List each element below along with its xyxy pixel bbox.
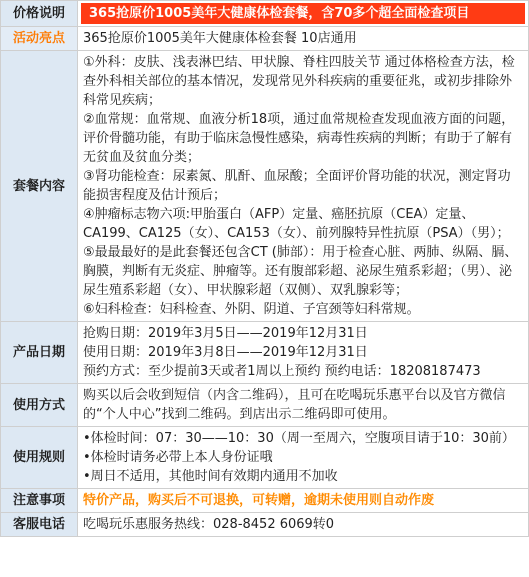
usage-label: 使用方式: [1, 384, 78, 427]
row-package: [1, 51, 529, 322]
notice-text: [78, 489, 529, 513]
service-label: 客服电话: [1, 513, 78, 537]
package-item-kidney: ③肾功能检查：尿素氮、肌酐、血尿酸；全面评价肾功能的状况，测定肾功能损害程度及估计预后；: [83, 169, 511, 203]
package-item-surgery: ①外科：皮肤、浅表淋巴结、甲状腺、脊柱四肢关节 通过体格检查方法，检查外科相关部位的基本情况，发现常见外科疾病的重要征兆，或初步排除外科常见疾病；: [83, 55, 515, 108]
dates-content: [78, 322, 529, 384]
rule-sunday: •周日不适用，其他时间有效期内通用不加收: [83, 469, 338, 484]
row-rules: [1, 427, 529, 489]
rules-label: 使用规则: [1, 427, 78, 489]
highlight-label: 活动亮点: [1, 27, 78, 51]
package-item-gynecology: ⑥妇科检查：妇科检查、外阴、阴道、子宫颈等妇科常规。: [83, 302, 420, 317]
dates-label: 产品日期: [1, 322, 78, 384]
package-item-tumor: ④肿瘤标志物六项:甲胎蛋白（AFP）定量、癌胚抗原（CEA）定量、CA199、CA125（女）、CA153（女）、前列腺特异性抗原（PSA）（男）；: [83, 207, 510, 241]
rule-time: •体检时间：07：30——10：30（周一至周六，空腹项目请于10：30前）: [83, 431, 515, 446]
package-item-blood: ②血常规：血常规、血液分析18项，通过血常规检查发现血液方面的问题，评价骨髓功能，有助于临床急慢性感染，病毒性疾病的判断；有助于了解有无贫血及贫血分类；: [83, 112, 515, 165]
price-cell: [78, 1, 529, 27]
row-price: [1, 1, 529, 27]
row-notice: [1, 489, 529, 513]
price-label: 价格说明: [1, 1, 78, 27]
notice-message: 特价产品，购买后不可退换，可转赠，逾期未使用则自动作废: [83, 493, 435, 508]
price-banner: 365抢原价1005美年大健康体检套餐，含70多个超全面检查项目: [81, 3, 525, 24]
usage-text: 购买以后会收到短信（内含二维码），且可在吃喝玩乐惠平台以及官方微信的“个人中心”找到二维码。到店出示二维码即可使用。: [78, 384, 529, 427]
package-label: 套餐内容: [1, 51, 78, 322]
booking-info: 预约方式：至少提前3天或者1周以上预约 预约电话：18208187473: [83, 364, 481, 379]
package-content: [78, 51, 529, 322]
row-usage: [1, 384, 529, 427]
row-dates: [1, 322, 529, 384]
row-highlight: [1, 27, 529, 51]
row-service: [1, 513, 529, 537]
use-date: 使用日期：2019年3月8日——2019年12月31日: [83, 345, 368, 360]
service-text: 吃喝玩乐惠服务热线：028-8452 6069转0: [78, 513, 529, 537]
rule-id: •体检时请务必带上本人身份证哦: [83, 450, 273, 465]
purchase-date: 抢购日期：2019年3月5日——2019年12月31日: [83, 326, 368, 341]
notice-label: 注意事项: [1, 489, 78, 513]
rules-content: [78, 427, 529, 489]
package-item-ct: ⑤最最最好的是此套餐还包含CT (肺部）：用于检查心脏、两肺、纵隔、膈、胸膜，判断有无炎症、肿瘤等。还有腹部彩超、泌尿生殖系彩超；（男）、泌尿生殖系彩超（女）、甲状腺彩超（双侧）、双乳腺彩等；: [83, 245, 518, 298]
highlight-text: 365抢原价1005美年大健康体检套餐 10店通用: [78, 27, 529, 51]
